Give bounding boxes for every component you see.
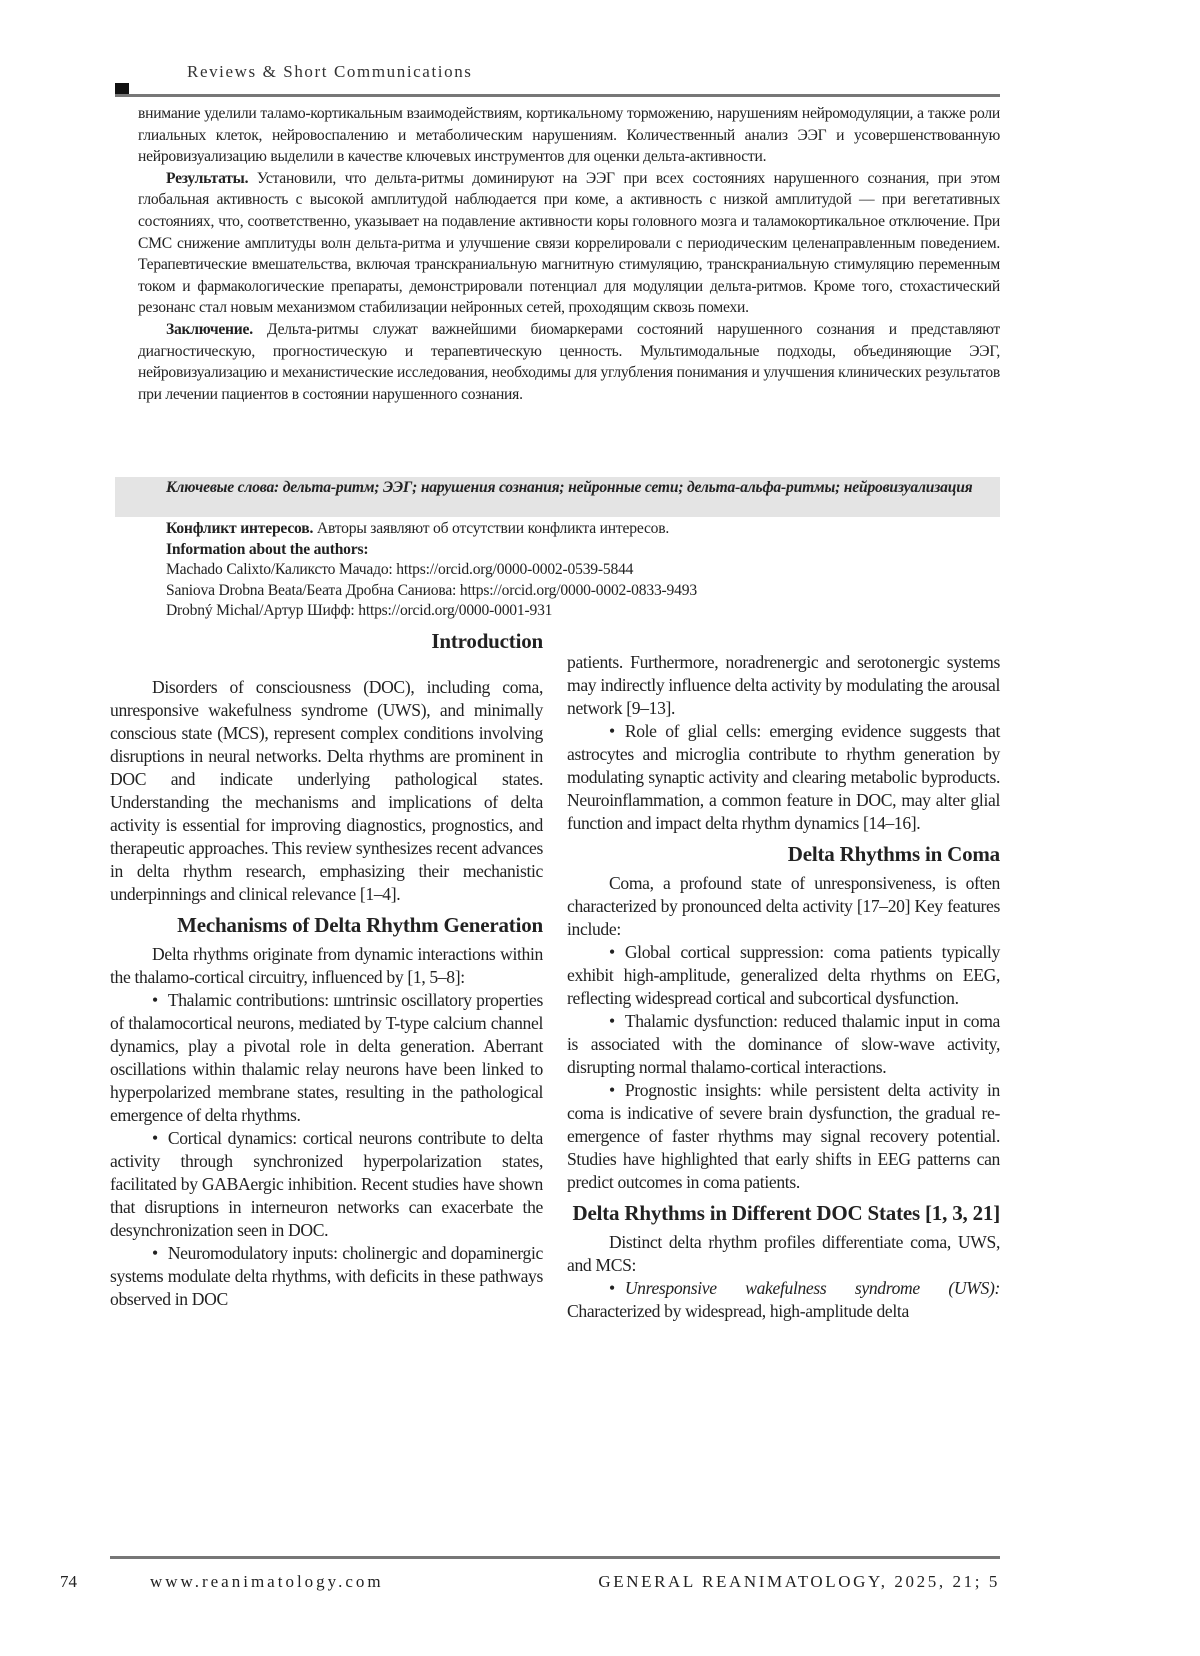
paragraph-text: patients. Furthermore, noradrenergic and serotonergic systems may indirectly influence delta activity by modulating the arousal network [9–13]. [567, 652, 1000, 718]
bullet-icon: • [609, 1278, 615, 1298]
paragraph [567, 1231, 1000, 1277]
section-heading: Mechanisms of Delta Rhythm Generation [110, 912, 543, 939]
bullet-icon: • [152, 1243, 158, 1263]
bullet-item [110, 989, 543, 1127]
paragraph-text: Prognostic insights: while persistent delta activity in coma is indicative of severe brain dysfunction, the gradual re-emergence of faster rhythms may signal recovery potential. Studies have highlighted that early shifts in EEG patterns can predict outcomes in coma patients. [567, 1080, 1000, 1192]
conflict-of-interest [166, 519, 996, 540]
website-link[interactable]: www.reanimatology.com [150, 1572, 384, 1592]
bullet-item [567, 1010, 1000, 1079]
author-orcid[interactable]: Machado Calixto/Каликсто Мачадо: https://orcid.org/0000-0002-0539-5844 [166, 560, 996, 581]
spacer [110, 659, 543, 676]
paragraph-text: Delta rhythms originate from dynamic interactions within the thalamo-cortical circuitry, influenced by [1, 5–8]: [110, 944, 543, 987]
authors-heading: Information about the authors: [166, 541, 368, 558]
paragraph [567, 651, 1000, 720]
conflict-label: Конфликт интересов. [166, 520, 313, 537]
results-text: Установили, что дельта-ритмы доминируют на ЭЭГ при всех состояниях нарушенного сознания, при этом глобальная активность с высокой амплитудой наблюдается при коме, а активность с низкой амплитудой — при вегетативных состояниях, что, соответственно, указывает на подавление активности коры головного мозга и таламокортикальное отключение. При СМС снижение амплитуды волн дельта-ритма и улучшение связи коррелировали с периодическим целенаправленным поведением. Терапевтические вмешательства, включая транскраниальную магнитную стимуляцию, транскраниальную стимуляцию переменным током и фармакологические препараты, демонстрировали потенциал для модуляции дельта-ритмов. Кроме того, стохастический резонанс стал новым механизмом стабилизации нейронных сетей, проходящим сквозь помехи. [138, 170, 1000, 317]
bullet-item [110, 1127, 543, 1242]
header-rule [115, 94, 1000, 97]
russian-abstract [138, 103, 1000, 405]
bullet-item [110, 1242, 543, 1311]
bullet-item [567, 1277, 1000, 1323]
keywords: Ключевые слова: дельта-ритм; ЭЭГ; нарушения сознания; нейронные сети; дельта-альфа-ритмы; нейровизуализация [138, 478, 1000, 497]
abstract-methods-continuation: внимание уделили таламо-кортикальным взаимодействиям, кортикальному торможению, нарушениям нейромодуляции, а также роли глиальных клеток, нейровоспалению и метаболическим нарушениям. Количественный анализ ЭЭГ и усовершенствованную нейровизуализацию выделили в качестве ключевых инструментов для оценки дельта-активности. [138, 103, 1000, 168]
results-label: Результаты. [166, 170, 248, 187]
journal-citation: GENERAL REANIMATOLOGY, 2025, 21; 5 [598, 1572, 1000, 1592]
bullet-icon: • [152, 1128, 158, 1148]
paragraph-text: Thalamic contributions: шntrinsic oscillatory properties of thalamocortical neurons, mediated by T-type calcium channel dynamics, play a pivotal role in delta generation. Aberrant oscillations within thalamic relay neurons have been linked to hyperpolarized membrane states, resulting in the pathological emergence of delta rhythms. [110, 990, 543, 1125]
left-column [110, 628, 543, 1311]
footer-rule [110, 1556, 1000, 1559]
bullet-item [567, 1079, 1000, 1194]
author-orcid[interactable]: Drobný Michal/Артур Шифф: https://orcid.org/0000-0001-931 [166, 601, 996, 622]
paragraph-text: Distinct delta rhythm profiles differentiate coma, UWS, and MCS: [567, 1232, 1000, 1275]
bullet-item [567, 720, 1000, 835]
conclusion-text: Дельта-ритмы служат важнейшими биомаркерами состояний нарушенного сознания и представляют диагностическую, прогностическую и терапевтическую ценность. Мультимодальные подходы, объединяющие ЭЭГ, нейровизуализацию и механистические исследования, необходимы для углубления понимания и улучшения клинических результатов при лечении пациентов в состоянии нарушенного сознания. [138, 321, 1000, 403]
bullet-icon: • [609, 1080, 615, 1100]
abstract-conclusion [138, 319, 1000, 405]
running-head: Reviews & Short Communications [187, 62, 473, 82]
conclusion-label: Заключение. [166, 321, 253, 338]
paragraph-text: Neuromodulatory inputs: cholinergic and dopaminergic systems modulate delta rhythms, with deficits in these pathways observed in DOC [110, 1243, 543, 1309]
paragraph [110, 943, 543, 989]
author-orcid[interactable]: Saniova Drobna Beata/Беата Дробна Саниова: https://orcid.org/0000-0002-0833-9493 [166, 581, 996, 602]
abstract-results [138, 168, 1000, 319]
paragraph-text: Disorders of consciousness (DOC), including coma, unresponsive wakefulness syndrome (UWS), and minimally conscious state (MCS), represent complex conditions involving disruptions in neural networks. Delta rhythms are prominent in DOC and indicate underlying pathological states. Understanding the mechanisms and implications of delta activity is essential for improving diagnostics, prognostics, and therapeutic approaches. This review synthesizes recent advances in delta rhythm research, emphasizing their mechanistic underpinnings and clinical relevance [1–4]. [110, 677, 543, 904]
bullet-icon: • [609, 1011, 615, 1031]
bullet-icon: • [152, 990, 158, 1010]
paragraph-text: Global cortical suppression: coma patients typically exhibit high-amplitude, generalized delta rhythms on EEG, reflecting widespread cortical and subcortical dysfunction. [567, 942, 1000, 1008]
section-heading: Delta Rhythms in Different DOC States [1, 3, 21] [567, 1200, 1000, 1227]
paragraph-text: Characterized by widespread, high-amplitude delta [567, 1301, 909, 1321]
page-number: 74 [60, 1572, 77, 1592]
bullet-icon: • [609, 942, 615, 962]
conflict-text: Авторы заявляют об отсутствии конфликта интересов. [313, 520, 669, 537]
paragraph [567, 872, 1000, 941]
bullet-icon: • [609, 721, 615, 741]
paragraph-text: Thalamic dysfunction: reduced thalamic input in coma is associated with the dominance of slow-wave activity, disrupting normal thalamo-cortical interactions. [567, 1011, 1000, 1077]
paragraph-text: Cortical dynamics: cortical neurons contribute to delta activity through synchronized hyperpolarization states, facilitated by GABAergic inhibition. Recent studies have shown that disruptions in interneuron networks can exacerbate the desynchronization seen in DOC. [110, 1128, 543, 1240]
bullet-item [567, 941, 1000, 1010]
paragraph-text: Coma, a profound state of unresponsiveness, is often characterized by pronounced delta activity [17–20] Key features include: [567, 873, 1000, 939]
author-info [166, 519, 996, 622]
paragraph-text: Role of glial cells: emerging evidence suggests that astrocytes and microglia contribute to rhythm generation by modulating synaptic activity and clearing metabolic byproducts. Neuroinflammation, a common feature in DOC, may alter glial function and impact delta rhythm dynamics [14–16]. [567, 721, 1000, 833]
right-column [567, 651, 1000, 1323]
section-heading: Delta Rhythms in Coma [567, 841, 1000, 868]
bullet-label: Unresponsive wakefulness syndrome (UWS): [625, 1278, 1000, 1298]
section-heading: Introduction [110, 628, 543, 655]
paragraph [110, 676, 543, 906]
